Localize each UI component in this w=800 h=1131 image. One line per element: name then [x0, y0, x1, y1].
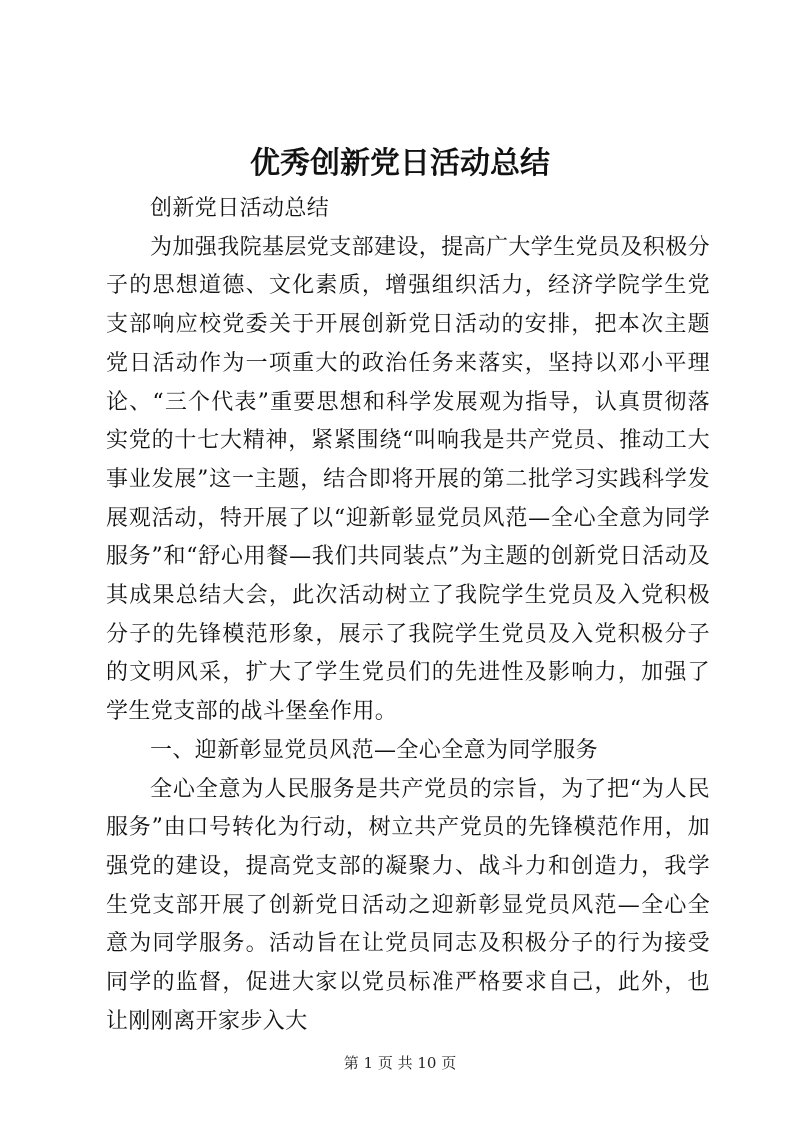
section-paragraph: 全心全意为人民服务是共产党员的宗旨，为了把“为人民服务”由口号转化为行动，树立共产党员的先锋模范作用，加强党的建设，提高党支部的凝聚力、战斗力和创造力，我学生党支部开展了创新党日活动之迎新彰显党员风范—全心全意为同学服务。活动旨在让党员同志及积极分子的行为接受同学的监督，促进大家以党员标准严格要求自己，此外，也让刚刚离开家步入大: [106, 776, 710, 1034]
section-heading: 一、迎新彰显党员风范—全心全意为同学服务: [150, 737, 599, 763]
subtitle-paragraph: 创新党日活动总结: [150, 196, 330, 221]
document-body: [106, 190, 710, 1041]
page-number-footer: 第 1 页 共 10 页: [343, 1054, 457, 1072]
intro-paragraph: 为加强我院基层党支部建设，提高广大学生党员及积极分子的思想道德、文化素质，增强组织活力，经济学院学生党支部响应校党委关于开展创新党日活动的安排，把本次主题党日活动作为一项重大的政治任务来落实，坚持以邓小平理论、“三个代表”重要思想和科学发展观为指导，认真贯彻落实党的十七大精神，紧紧围绕“叫响我是共产党员、推动工大事业发展”这一主题，结合即将开展的第二批学习实践科学发展观活动，特开展了以“迎新彰显党员风范—全心全意为同学服务”和“舒心用餐—我们共同装点”为主题的创新党日活动及其成果总结大会，此次活动树立了我院学生党员及入党积极分子的先锋模范形象，展示了我院学生党员及入党积极分子的文明风采，扩大了学生党员们的先进性及影响力，加强了学生党支部的战斗堡垒作用。: [106, 234, 711, 725]
document-title: 优秀创新党日活动总结: [250, 146, 550, 181]
